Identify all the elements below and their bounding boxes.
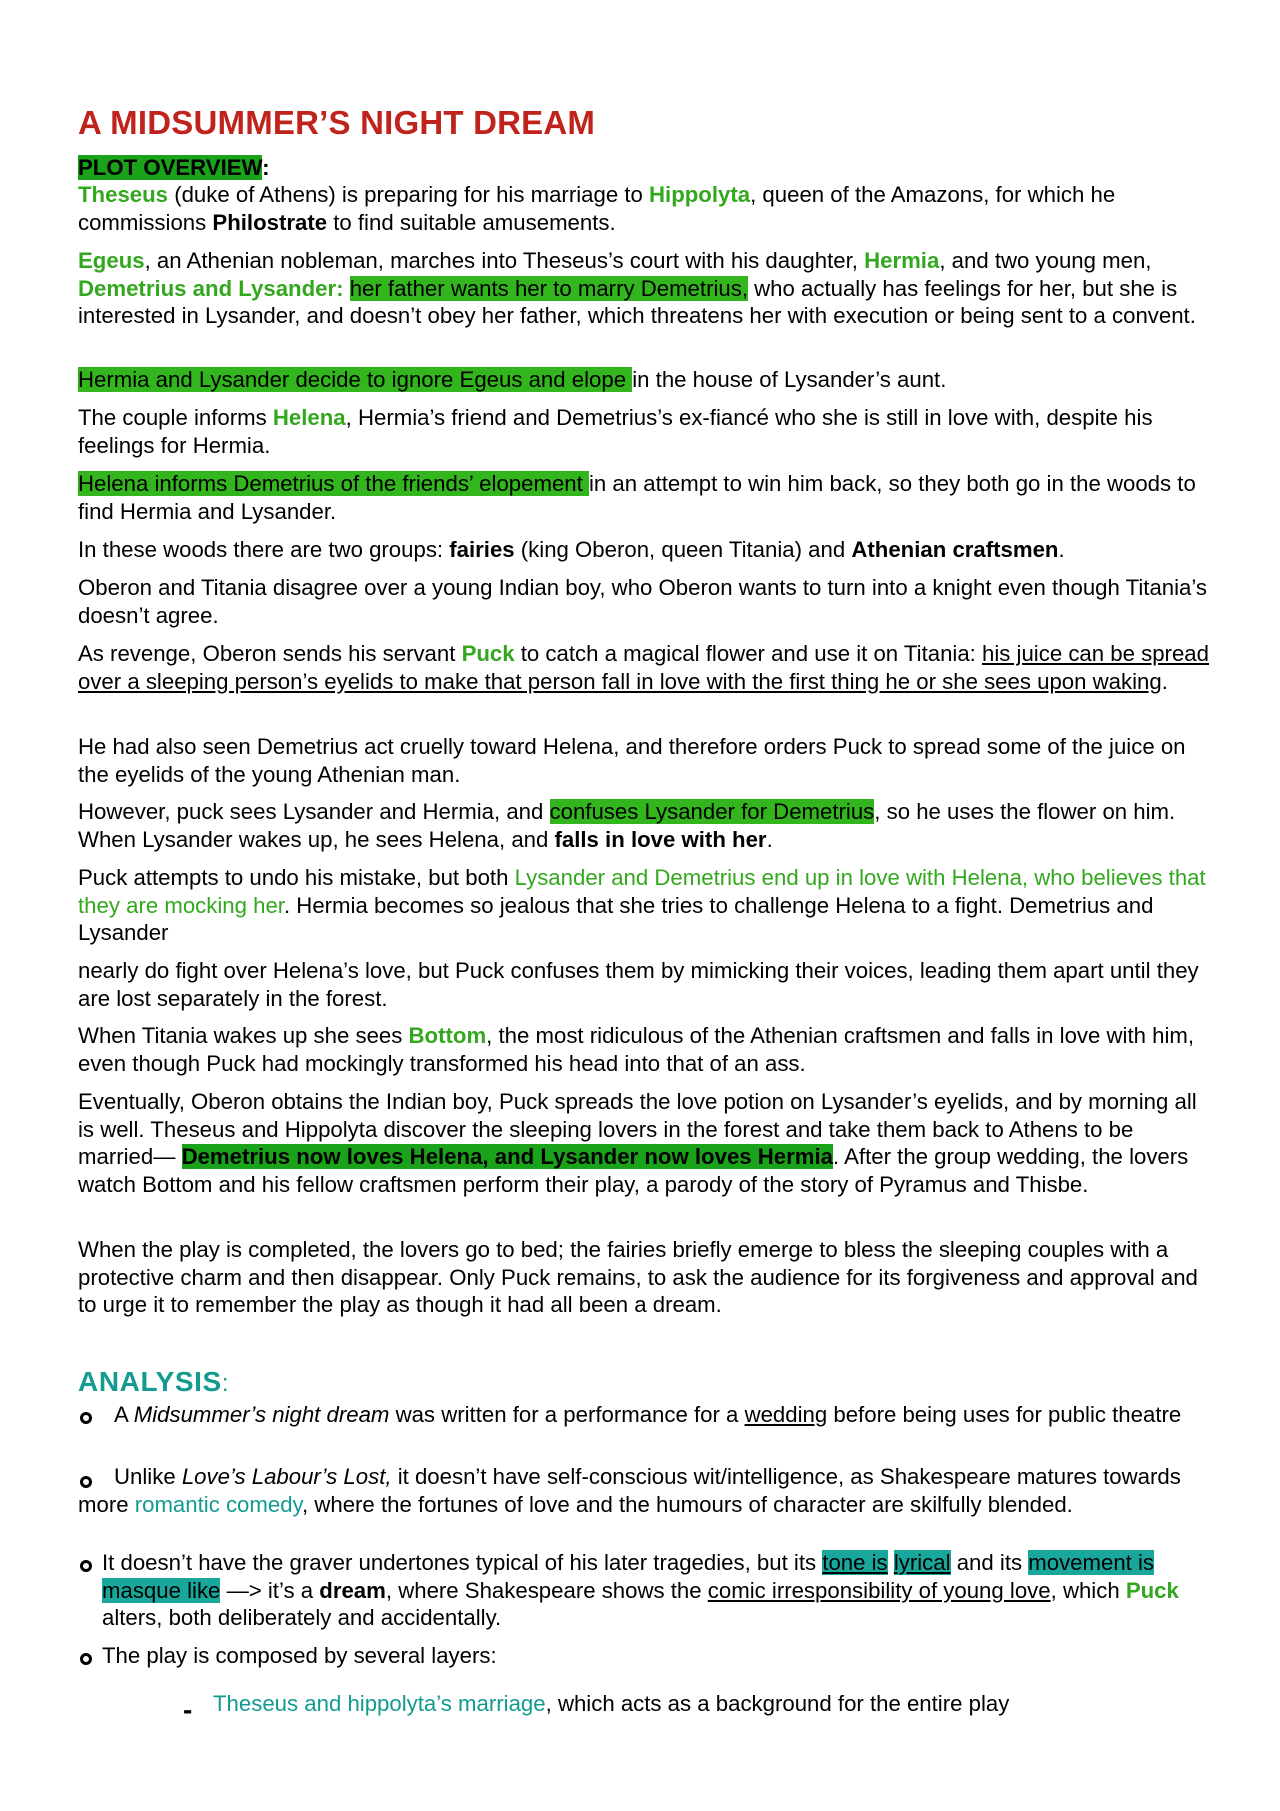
circle-bullet-icon	[80, 1412, 92, 1424]
highlight-father-wants: her father wants her to	[349, 275, 578, 301]
analysis-heading: ANALYSIS:	[78, 1366, 230, 1397]
plot-overview-heading: PLOT OVERVIEW:	[78, 155, 270, 180]
paragraph-1: Theseus (duke of Athens) is preparing for his marriage to Hippolyta, queen of the Amazons, for which he commissions Philostrate to find suitable amusements.	[78, 182, 1116, 235]
highlight-confuses: confuses Lysander for Demetrius	[549, 799, 875, 824]
document-title: A MIDSUMMER’S NIGHT DREAM	[78, 104, 596, 141]
highlight-marry-demetrius: marry Demetrius,	[577, 275, 748, 301]
paragraph-8: As revenge, Oberon sends his servant Puck to catch a magical flower and use it on Titania: his juice can be spread over a sleeping person’s eyelids to make that person fall in love with the first thing he or she sees upon waking.	[78, 641, 1209, 694]
paragraph-5: Helena informs Demetrius of the friends’ elopement in an attempt to win him back, so they both go in the woods to find Hermia and Lysander.	[78, 471, 1196, 524]
highlight-helena-informs: Helena informs Demetrius of the friends’ elopement	[78, 471, 589, 496]
analysis-bullet-3: It doesn’t have the graver undertones typical of his later tragedies, but its tone is lyrical and its movement is masque like —> it’s a dream, where Shakespeare shows the comic irresponsibility of young love, which Puck alters, both deliberately and accidentally.	[102, 1550, 1179, 1630]
analysis-bullet-2: Unlike Love’s Labour’s Lost, it doesn’t have self-conscious wit/intelligence, as Shakespeare matures towards more romantic comedy, where the fortunes of love and the humours of character are skilfully blended.	[78, 1464, 1181, 1517]
analysis-bullet-4: The play is composed by several layers:	[102, 1643, 497, 1668]
paragraph-7: Oberon and Titania disagree over a young Indian boy, who Oberon wants to turn into a knight even though Titania’s doesn’t agree.	[78, 575, 1208, 628]
circle-bullet-icon	[80, 1653, 92, 1665]
paragraph-3: Hermia and Lysander decide to ignore Egeus and elope in the house of Lysander’s aunt.	[78, 367, 947, 392]
paragraph-13: When Titania wakes up she sees Bottom, the most ridiculous of the Athenian craftsmen and falls in love with him, even though Puck had mockingly transformed his head into that of an ass.	[78, 1023, 1195, 1076]
dash-bullet: -	[183, 1694, 193, 1725]
paragraph-9: He had also seen Demetrius act cruelly toward Helena, and therefore orders Puck to spread some of the juice on the eyelids of the young Athenian man.	[78, 734, 1186, 787]
circle-bullet-icon	[80, 1560, 92, 1572]
highlight-elope: Hermia and Lysander decide to ignore Egeus and elope	[78, 367, 633, 392]
analysis-bullet-1: A Midsummer’s night dream was written for a performance for a wedding before being uses for public theatre	[114, 1402, 1182, 1427]
paragraph-10: However, puck sees Lysander and Hermia, and confuses Lysander for Demetrius, so he uses the flower on him. When Lysander wakes up, he sees Helena, and falls in love with her.	[78, 799, 1176, 852]
paragraph-12: nearly do fight over Helena’s love, but Puck confuses them by mimicking their voices, leading them apart until they are lost separately in the forest.	[78, 958, 1199, 1011]
highlight-tone-is: tone is	[822, 1550, 888, 1575]
highlight-lovers-resolved: Demetrius now loves Helena, and Lysander now loves Hermia	[181, 1144, 834, 1169]
paragraph-14: Eventually, Oberon obtains the Indian boy, Puck spreads the love potion on Lysander’s eyelids, and by morning all is well. Theseus and Hippolyta discover the sleeping lovers in the forest and take them back to Athens to be married— Demetrius now loves Helena, and Lysander now loves Hermia. After the group wedding, the lovers watch Bottom and his fellow craftsmen perform their play, a parody of the story of Pyramus and Thisbe.	[78, 1089, 1197, 1197]
paragraph-4: The couple informs Helena, Hermia’s friend and Demetrius’s ex-fiancé who she is still in love with, despite his feelings for Hermia.	[78, 405, 1153, 458]
paragraph-11: Puck attempts to undo his mistake, but both Lysander and Demetrius end up in love with Helena, who believes that they are mocking her. Hermia becomes so jealous that she tries to challenge Helena to a fight. Demetrius and Lysander	[78, 865, 1206, 945]
paragraph-2: Egeus, an Athenian nobleman, marches into Theseus’s court with his daughter, Hermia, and two young men, Demetrius and Lysander: her father wants her to marry Demetrius, who actually has feelings for her, but she is interested in Lysander, and doesn’t obey her father, which threatens her with execution or being sent to a convent.	[78, 248, 1196, 328]
analysis-sub-bullet-1: Theseus and hippolyta’s marriage, which acts as a background for the entire play	[213, 1691, 1010, 1716]
paragraph-15: When the play is completed, the lovers go to bed; the fairies briefly emerge to bless the sleeping couples with a protective charm and then disappear. Only Puck remains, to ask the audience for its forgiveness and approval and to urge it to remember the play as though it had all been a dream.	[78, 1237, 1198, 1317]
highlight-lyrical: lyrical	[893, 1550, 951, 1575]
paragraph-6: In these woods there are two groups: fairies (king Oberon, queen Titania) and Athenian craftsmen.	[78, 537, 1065, 562]
plot-overview-label: PLOT OVERVIEW	[78, 155, 263, 180]
highlight-masque: movement is masque like	[102, 1550, 1155, 1603]
